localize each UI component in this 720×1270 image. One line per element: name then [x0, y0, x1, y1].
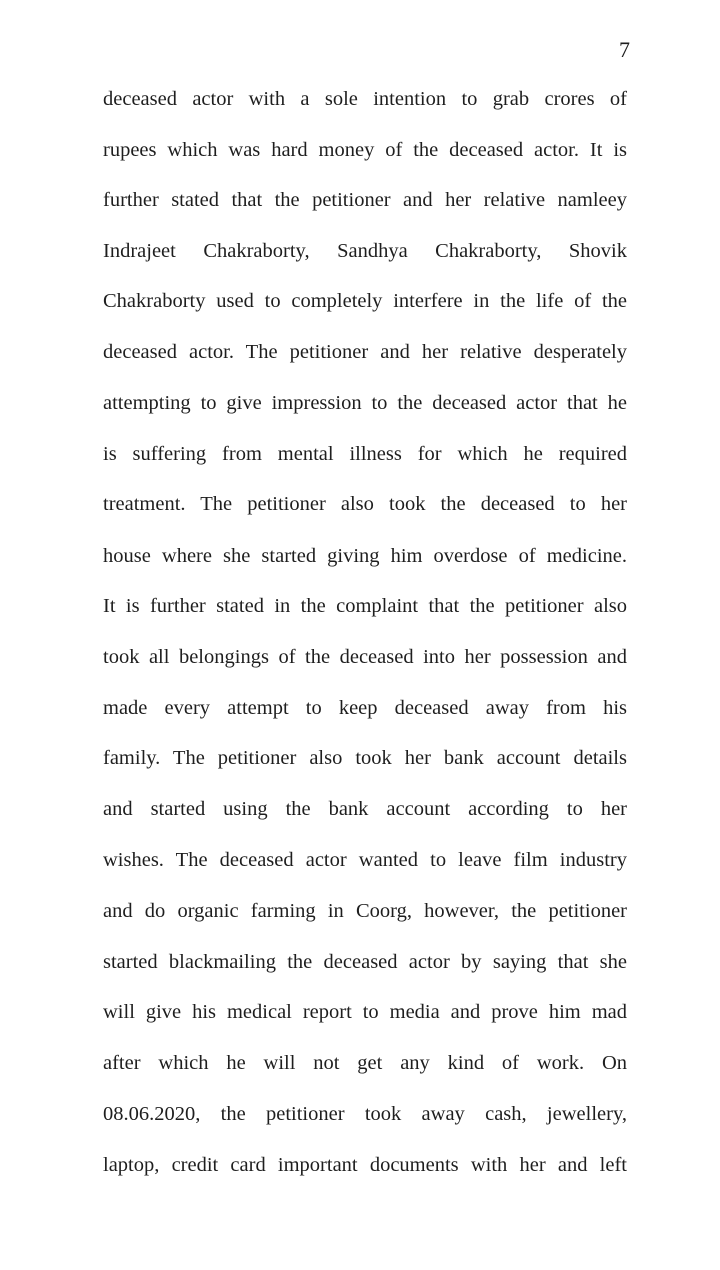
text-line: It is further stated in the complaint that the petitioner also [103, 595, 627, 617]
text-line: family. The petitioner also took her bank account details [103, 747, 627, 769]
text-line: after which he will not get any kind of work. On [103, 1052, 627, 1074]
text-line: and started using the bank account according to her [103, 798, 627, 820]
page-number: 7 [619, 37, 630, 62]
text-line: wishes. The deceased actor wanted to leave film industry [103, 849, 627, 871]
text-line: attempting to give impression to the deceased actor that he [103, 392, 627, 414]
text-line: treatment. The petitioner also took the deceased to her [103, 493, 627, 515]
text-line: started blackmailing the deceased actor by saying that she [103, 951, 627, 973]
text-line: house where she started giving him overdose of medicine. [103, 545, 627, 567]
text-line: rupees which was hard money of the deceased actor. It is [103, 139, 627, 161]
text-line: 08.06.2020, the petitioner took away cash, jewellery, [103, 1103, 627, 1125]
text-line: deceased actor. The petitioner and her relative desperately [103, 341, 627, 363]
text-line: further stated that the petitioner and her relative namleey [103, 189, 627, 211]
text-line: Chakraborty used to completely interfere in the life of the [103, 290, 627, 312]
text-line: deceased actor with a sole intention to grab crores of [103, 88, 627, 110]
text-line: took all belongings of the deceased into her possession and [103, 646, 627, 668]
text-line: will give his medical report to media and prove him mad [103, 1001, 627, 1023]
text-line: laptop, credit card important documents with her and left [103, 1154, 627, 1176]
text-line: is suffering from mental illness for which he required [103, 443, 627, 465]
text-line: made every attempt to keep deceased away from his [103, 697, 627, 719]
text-line: and do organic farming in Coorg, however, the petitioner [103, 900, 627, 922]
text-line: Indrajeet Chakraborty, Sandhya Chakraborty, Shovik [103, 240, 627, 262]
